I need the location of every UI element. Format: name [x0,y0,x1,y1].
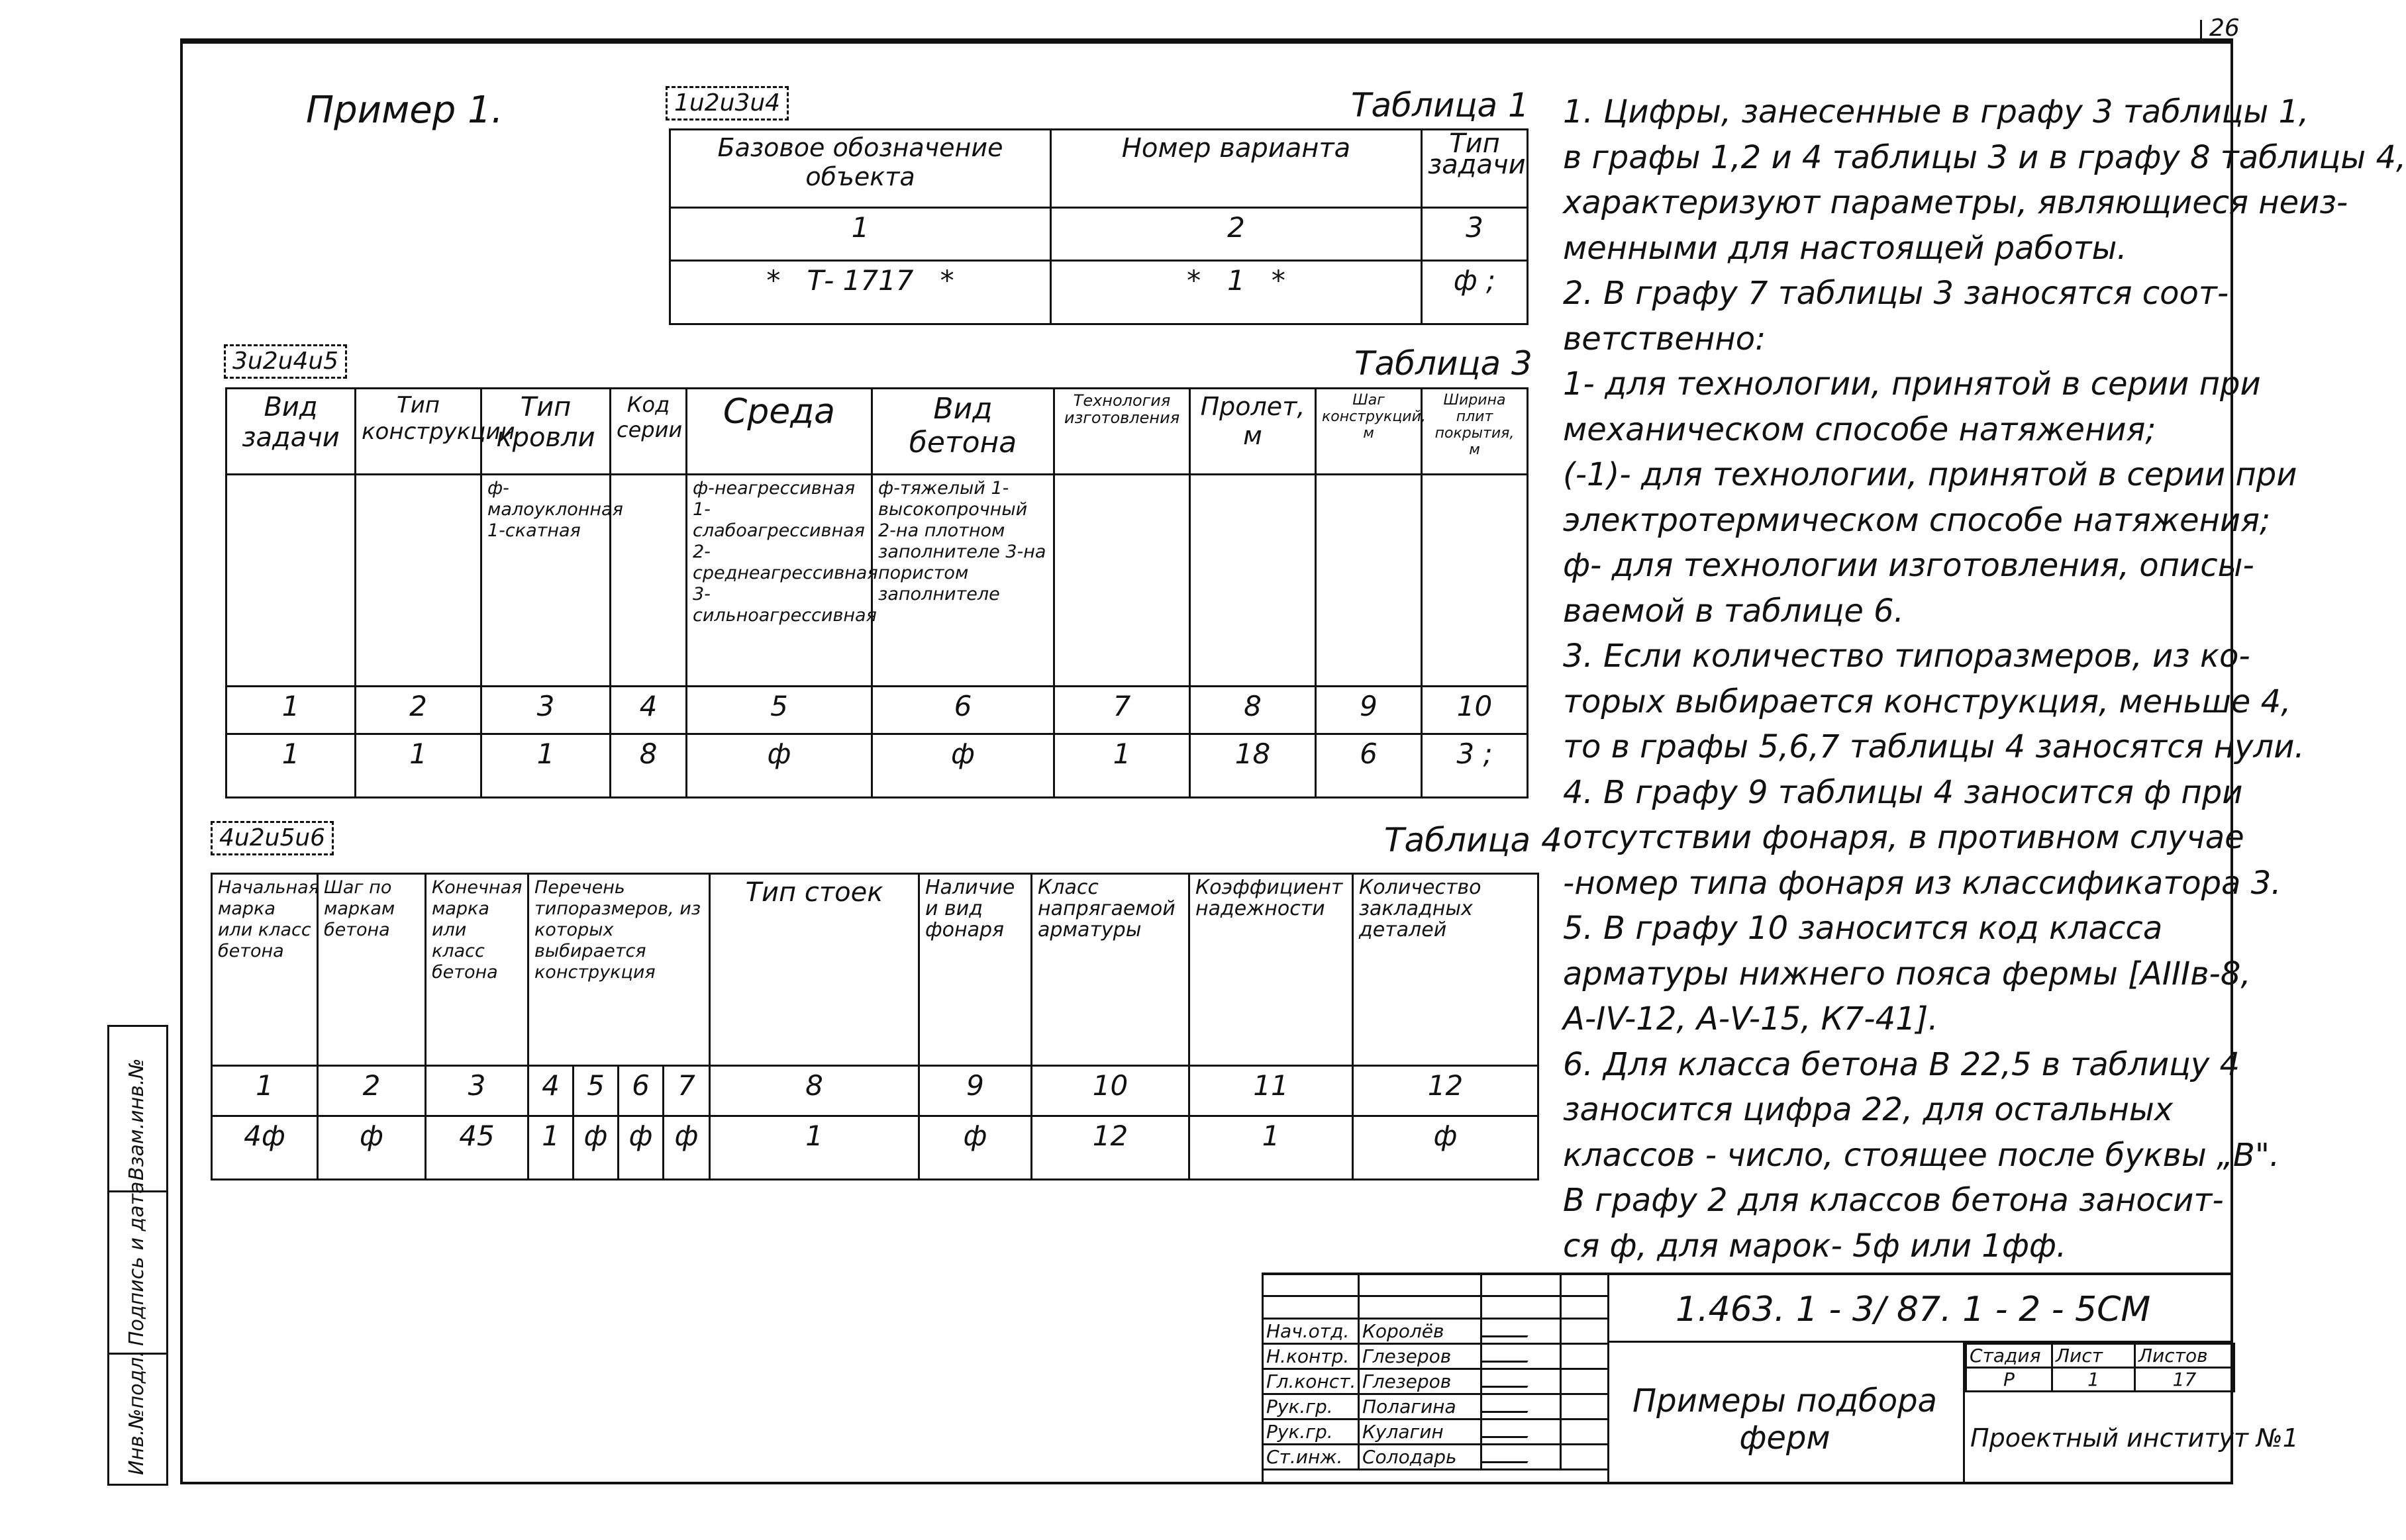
note-line: отсутствии фонаря, в противном случае [1563,819,2244,856]
note-line: 1. Цифры, занесенные в графу 3 таблицы 1, [1563,93,2309,130]
table3-header-concrete-type: Вид бетона [872,389,1054,475]
table4-value: 4ф [212,1116,318,1180]
note-line: 2. В графу 7 таблицы 3 заносятся соот- [1563,275,2229,312]
table4-value: ф [664,1116,710,1180]
table4-header-size-list: Перечень типоразмеров, из которых выбирается конструкция [528,874,710,1066]
table3-description [356,475,481,687]
table3-header-construction-type: Тип конструкции [356,389,481,475]
note-line: А-IV-12, А-V-15, К7-41]. [1563,1000,1938,1037]
table3-number: 10 [1422,687,1528,734]
stamp-title: Примеры подбора ферм [1632,1382,1937,1457]
table3-header-task-type: Вид задачи [226,389,356,475]
table4-header-post-type: Тип стоек [710,874,919,1066]
table3-value: 8 [611,734,687,798]
table3-description [226,475,356,687]
table3-number: 7 [1054,687,1190,734]
note-line: электротермическом способе натяжения; [1563,501,2271,539]
stamp-name: Глезеров [1359,1369,1481,1394]
table3-value: ф [872,734,1054,798]
table4-number: 9 [919,1066,1032,1116]
table3-description-concrete: ф-тяжелый 1-высокопрочный 2-на плотном заполнителе 3-на пористом заполнителе [872,475,1054,687]
table4-number: 11 [1189,1066,1353,1116]
table4-value: 1 [710,1116,919,1180]
stamp-stage-label: Стадия [1966,1344,2052,1368]
stamp-sheets-label: Листов [2135,1344,2234,1368]
table4-value: ф [574,1116,619,1180]
signature-mark [1481,1374,1535,1388]
table4-value: ф [619,1116,664,1180]
sidebar-label-original-inv: Инв.№подл. [125,1351,148,1475]
stamp-name: Глезеров [1359,1344,1481,1369]
table3-number: 9 [1316,687,1422,734]
table1-code: 1u2u3u4 [666,86,789,120]
note-line: механическом способе натяжения; [1563,410,2156,448]
table1-header-variant-number: Номер варианта [1051,130,1422,208]
table3-description-environment: ф-неагрессивная 1-слабоагрессивная 2-среднеагрессивная 3-сильноагрессивная [687,475,872,687]
stamp-sheet-label: Лист [2052,1344,2135,1368]
table4-code: 4u2u5u6 [211,821,334,855]
table3-number: 4 [611,687,687,734]
stamp-doc-code: 1.463. 1 - 3/ 87. 1 - 2 - 5СМ [1676,1290,2151,1329]
table4-number: 10 [1032,1066,1189,1116]
signature-mark [1481,1449,1535,1463]
table4-number: 2 [318,1066,426,1116]
note-line: В графу 2 для классов бетона заносит- [1563,1182,2224,1219]
table1-number: 2 [1051,208,1422,261]
page-number-divider [2200,20,2202,42]
table3-number: 6 [872,687,1054,734]
stamp-name: Королёв [1359,1319,1481,1344]
table3-value: 1 [226,734,356,798]
table3-value: ф [687,734,872,798]
stamp-role: Нач.отд. [1263,1319,1359,1344]
note-line: то в графы 5,6,7 таблицы 4 заносятся нули. [1563,728,2305,765]
table3-header-series-code: Код серии [611,389,687,475]
sidebar-cell [109,1181,166,1355]
note-line: заносится цифра 22, для остальных [1563,1091,2174,1128]
table3-description [1190,475,1316,687]
table4-header-reinforcement-class: Класс напрягаемой арматуры [1032,874,1189,1066]
table3-description [1422,475,1528,687]
table4-number: 8 [710,1066,919,1116]
note-line: торых выбирается конструкция, меньше 4, [1563,683,2291,720]
sidebar-cell [109,1027,166,1192]
table4-value: ф [318,1116,426,1180]
notes-block [1563,89,2406,1269]
table3-description-roof: ф-малоуклонная 1-скатная [481,475,611,687]
signature-mark [1481,1349,1535,1363]
stamp-role: Н.контр. [1263,1344,1359,1369]
note-line: 6. Для класса бетона В 22,5 в таблицу 4 [1563,1045,2240,1083]
table3-number: 8 [1190,687,1316,734]
signature-mark [1481,1424,1535,1438]
table4-value: 1 [528,1116,574,1180]
note-line: 3. Если количество типоразмеров, из ко- [1563,638,2250,675]
table3-header-environment: Среда [687,389,872,475]
note-line: ф- для технологии изготовления, описы- [1563,547,2254,584]
table4 [211,873,1539,1180]
stamp-name: Кулагин [1359,1420,1481,1445]
table3-number: 2 [356,687,481,734]
page-number: 26 [2209,15,2240,42]
table4-value: 1 [1189,1116,1353,1180]
table4-header-final-grade: Конечная марка или класс бетона [426,874,528,1066]
stamp-role: Гл.конст. [1263,1369,1359,1394]
stamp-sheet-value: 1 [2052,1368,2135,1392]
table3-value: 1 [356,734,481,798]
note-line: 1- для технологии, принятой в серии при [1563,365,2261,403]
table3-header-slab-width: Ширина плит покрытия, м [1422,389,1528,475]
table3-header-span: Пролет, м [1190,389,1316,475]
sidebar-label-replacement-inv: Взам.инв.№ [125,1058,148,1180]
signature-mark [1481,1399,1535,1413]
table4-header-embedded-parts: Количество закладных деталей [1353,874,1538,1066]
stamp-role: Рук.гр. [1263,1420,1359,1445]
note-line: классов - число, стоящее после буквы „В". [1563,1136,2280,1174]
table1-caption: Таблица 1 [1351,86,1529,124]
table3-value: 1 [1054,734,1190,798]
table4-header-reliability: Коэффициент надежности [1189,874,1353,1066]
table3-value: 6 [1316,734,1422,798]
table4-value: ф [1353,1116,1538,1180]
table4-header-grade-step: Шаг по маркам бетона [318,874,426,1066]
table3-value: 3 ; [1422,734,1528,798]
example-title: Пример 1. [306,89,503,132]
stamp-sheets-value: 17 [2135,1368,2234,1392]
table4-number: 6 [619,1066,664,1116]
table4-header-initial-grade: Начальная марка или класс бетона [212,874,318,1066]
left-sidebar-strip [107,1025,168,1486]
note-line: менными для настоящей работы. [1563,229,2127,267]
table3-description [1054,475,1190,687]
table1-value: * Т- 1717 * [670,261,1051,324]
table3-number: 5 [687,687,872,734]
note-line: 5. В графу 10 заносится код класса [1563,910,2163,947]
table3 [225,387,1529,798]
stamp-role: Ст.инж. [1263,1445,1359,1470]
table4-number: 1 [212,1066,318,1116]
table3-header-technology: Технология изготовления [1054,389,1190,475]
table1-number: 1 [670,208,1051,261]
table4-header-skylight: Наличие и вид фонаря [919,874,1032,1066]
table4-value: ф [919,1116,1032,1180]
table4-value: 45 [426,1116,528,1180]
table3-code: 3u2u4u5 [224,344,347,379]
table1 [669,128,1529,325]
table3-header-spacing: Шаг конструкций, м [1316,389,1422,475]
table4-number: 12 [1353,1066,1538,1116]
sidebar-cell [109,1351,166,1484]
stamp-sheet-table [1965,1343,2235,1392]
table1-header-task-type: Тип задачи [1422,130,1528,208]
note-line: -номер типа фонаря из классификатора 3. [1563,864,2281,902]
note-line: ся ф, для марок- 5ф или 1фф. [1563,1227,2067,1265]
table1-value: * 1 * [1051,261,1422,324]
note-line: в графы 1,2 и 4 таблицы 3 и в графу 8 таблицы 4, [1563,138,2406,176]
table3-header-roof-type: Тип кровли [481,389,611,475]
stamp-name: Солодарь [1359,1445,1481,1470]
note-line: 4. В графу 9 таблицы 4 заносится ф при [1563,773,2243,811]
note-line: ваемой в таблице 6. [1563,592,1904,630]
table1-header-base-designation: Базовое обозначение объекта [670,130,1051,208]
table3-description [1316,475,1422,687]
stamp-stage-value: Р [1966,1368,2052,1392]
table3-number: 3 [481,687,611,734]
note-line: ветственно: [1563,320,1766,358]
signature-mark [1481,1323,1535,1337]
sidebar-label-signature-date: Подпись и дата [125,1181,148,1346]
table4-value: 12 [1032,1116,1189,1180]
note-line: арматуры нижнего пояса фермы [АIIIв-8, [1563,955,2251,992]
note-line: (-1)- для технологии, принятой в серии при [1563,456,2297,493]
table4-number: 7 [664,1066,710,1116]
table3-caption: Таблица 3 [1354,344,1532,383]
stamp-name: Полагина [1359,1394,1481,1420]
stamp-organization: Проектный институт №1 [1970,1423,2299,1453]
stamp-signatures-table [1262,1273,1609,1470]
table1-number: 3 [1422,208,1528,261]
note-line: характеризуют параметры, являющиеся неиз- [1563,184,2348,221]
table4-number: 3 [426,1066,528,1116]
table4-caption: Таблица 4 [1384,821,1562,859]
table3-number: 1 [226,687,356,734]
table4-number: 5 [574,1066,619,1116]
table1-value: ф ; [1422,261,1528,324]
table3-value: 1 [481,734,611,798]
table4-number: 4 [528,1066,574,1116]
table3-value: 18 [1190,734,1316,798]
stamp-role: Рук.гр. [1263,1394,1359,1420]
